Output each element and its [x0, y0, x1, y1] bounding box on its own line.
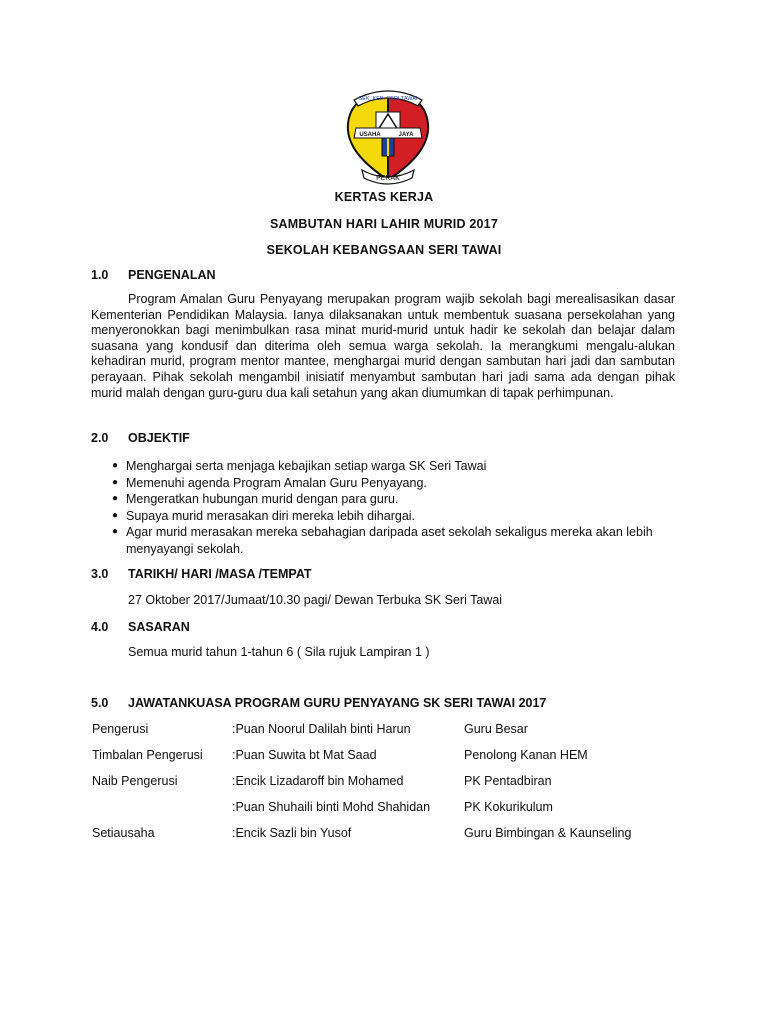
list-item: ● Supaya murid merasakan diri mereka lebih dihargai. [112, 508, 416, 523]
objective-list [112, 458, 672, 558]
committee-row: Setiausaha :Encik Sazli bin Yusof Guru Bimbingan & Kaunseling [92, 826, 632, 840]
list-item: ● Menghargai serta menjaga kebajikan setiap warga SK Seri Tawai [112, 459, 487, 473]
svg-text:PERAK: PERAK [376, 175, 400, 182]
doc-title-3: SEKOLAH KEBANGSAAN SERI TAWAI [266, 243, 502, 257]
doc-title-2: SAMBUTAN HARI LAHIR MURID 2017 [269, 217, 498, 231]
section-1-body: Program Amalan Guru Penyayang merupakan program wajib sekolah bagi merealisasikan dasar Kementerian Pendidikan Malaysia. Ianya dilaksanakan untuk membentuk suasana persekolahan yang menyeronokkan bagi menimbulkan rasa minat murid-murid untuk hadir ke sekolah dan belajar dalam suasana yang kondusif dan diterima oleh semua warga sekolah. Ia merangkumi mengalu-alukan kehadiran murid, program mentor mantee, menghargai murid dengan sambutan hari jadi dan sambutan perayaan. Pihak sekolah mengambil inisiatif menyambut sambutan hari jadi sama ada dengan pihak murid malah dengan guru-guru dua kali setahun yang akan diumumkan di tapak perhimpunan. [91, 292, 675, 400]
doc-title-1: KERTAS KERJA [334, 190, 434, 204]
committee-row: :Puan Shuhaili binti Mohd Shahidan PK Kokurikulum [232, 800, 553, 814]
committee-row: Pengerusi :Puan Noorul Dalilah binti Harun Guru Besar [92, 722, 528, 736]
section-4-body: Semua murid tahun 1-tahun 6 ( Sila rujuk Lampiran 1 ) [128, 645, 430, 659]
document-page: SEK. KEB. SERI TAWAI USAHA JAYA PERAK KERTAS KERJA SAMBUTAN HARI LAHIR MURID 2017 SEKOLAH KEBANGSAAN SERI TAWAI 1.0 PENGENALAN Program Amalan Guru Penyayang merupakan program wajib sekolah bagi merealisasikan dasar Kementerian Pendidikan Malaysia. Ianya dilaksanakan untuk membentuk suasana persekolahan yang menyeronokkan bagi menimbulkan rasa minat murid-murid untuk hadir ke sekolah dan belajar dalam suasana yang kondusif dan diterima oleh semua warga sekolah. Ia merangkumi mengalu-alukan kehadiran murid, program mentor mantee, menghargai murid dengan sambutan hari jadi dan sambutan perayaan. Pihak sekolah mengambil inisiatif menyambut sambutan hari jadi sama ada dengan pihak murid malah dengan guru-guru dua kali setahun yang akan diumumkan di tapak perhimpunan. 2.0 OBJEKTIF ● Menghargai serta menjaga kebajikan setiap warga SK Seri Tawai ● Memenuhi agenda Program Amalan Guru Penyayang. ● Mengeratkan hubungan murid dengan para guru. ● Supaya murid merasakan diri mereka lebih dihargai. ● Agar murid merasakan mereka sebahagian daripada aset sekolah sekaligus mereka akan lebih menyayangi sekolah. 3.0 TARIKH/ HARI /MASA /TEMPAT 27 Oktober 2017/Jumaat/10.30 pagi/ Dewan Terbuka SK Seri Tawai 4.0 SASARAN Semua murid tahun 1-tahun 6 ( Sila rujuk Lampiran 1 ) 5.0 JAWATANKUASA PROGRAM GURU PENYAYANG SK SERI TAWAI 2017 Pengerusi :Puan Noorul Dalilah binti Harun Guru Besar Timbalan Pengerusi :Puan Suwita bt Mat Saad Penolong Kanan HEM Naib Pengerusi :Encik Lizadaroff bin Mohamed PK Pentadbiran :Puan Shuhaili binti Mohd Shahidan PK Kokurikulum Setiausaha :Encik Sazli bin Yusof Guru Bimbingan & Kaunseling [0, 0, 768, 1024]
committee-row: Naib Pengerusi :Encik Lizadaroff bin Mohamed PK Pentadbiran [92, 774, 552, 788]
list-item: ● Agar murid merasakan mereka sebahagian daripada aset sekolah sekaligus mereka akan lebih menyayangi sekolah. [112, 525, 653, 556]
list-item: ● Mengeratkan hubungan murid dengan para guru. [112, 492, 399, 507]
school-crest-logo [338, 84, 438, 188]
list-item: ● Memenuhi agenda Program Amalan Guru Penyayang. [112, 475, 427, 490]
svg-text:USAHA: USAHA [359, 132, 381, 138]
svg-text:SEK. KEB. SERI TAWAI: SEK. KEB. SERI TAWAI [358, 96, 418, 102]
section-3-body: 27 Oktober 2017/Jumaat/10.30 pagi/ Dewan Terbuka SK Seri Tawai [128, 593, 503, 607]
svg-text:JAYA: JAYA [398, 132, 414, 138]
committee-row: Timbalan Pengerusi :Puan Suwita bt Mat Saad Penolong Kanan HEM [92, 748, 588, 762]
